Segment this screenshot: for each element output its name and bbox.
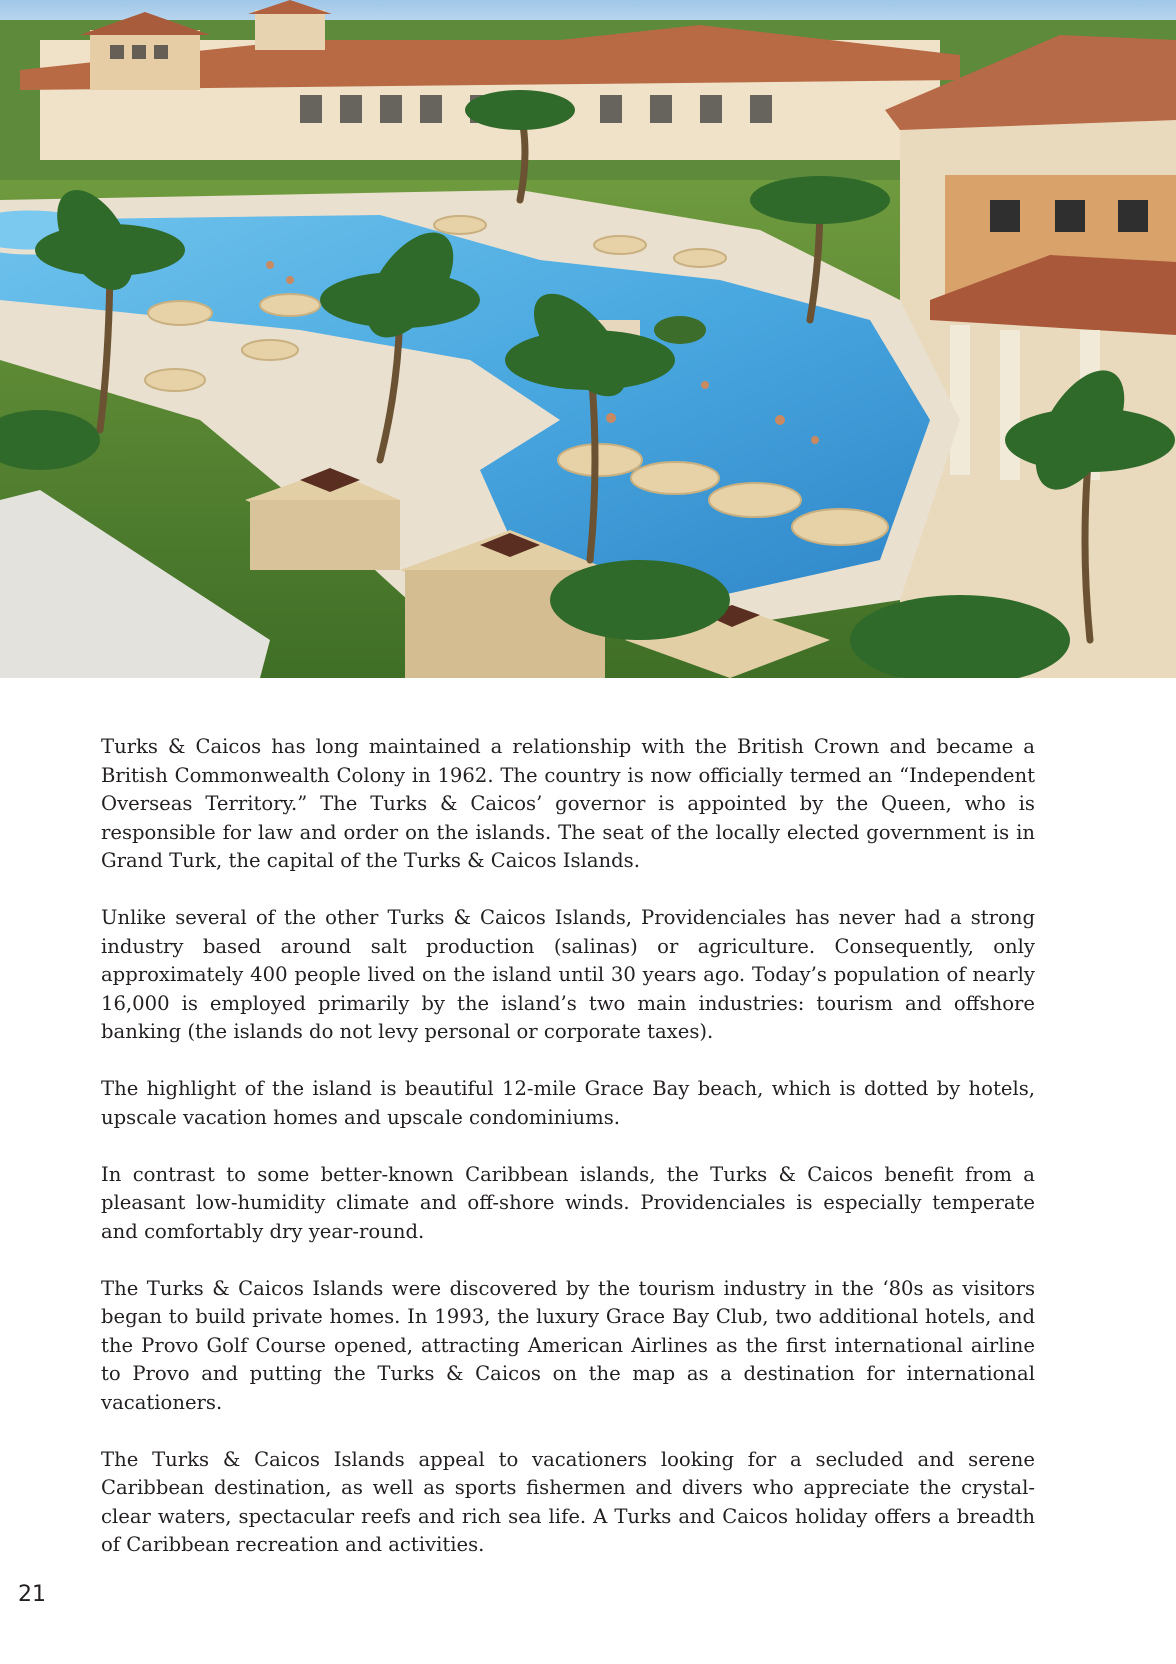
resort-pool-illustration [0,0,1176,678]
paragraph-4: In contrast to some better-known Caribbean islands, the Turks & Caicos benefit from a pleasant low-humidity climate and off-shore winds. Providenciales is especially temperate and comfortably dry year-round. [101,1162,1035,1243]
paragraph-3: The highlight of the island is beautiful 12-mile Grace Bay beach, which is dotted by hotels, upscale vacation homes and upscale condominiums. [101,1077,1035,1129]
page-number: 21 [18,1582,46,1607]
paragraph-2: Unlike several of the other Turks & Caicos Islands, Providenciales has never had a strong industry based around salt production (salinas) or agriculture. Consequently, only approximately 400 people lived on the island until 30 years ago. Today’s population of nearly 16,000 is employed primarily by the island’s two main industries: tourism and offshore banking (the islands do not levy personal or corporate taxes). [101,906,1035,1043]
article-body [101,733,1035,1588]
paragraph-5: The Turks & Caicos Islands were discovered by the tourism industry in the ‘80s as visitors began to build private homes. In 1993, the luxury Grace Bay Club, two additional hotels, and the Provo Golf Course opened, attracting American Airlines as the first international airline to Provo and putting the Turks & Caicos on the map as a destination for international vacationers. [101,1276,1035,1414]
paragraph-1: Turks & Caicos has long maintained a relationship with the British Crown and became a British Commonwealth Colony in 1962. The country is now officially termed an “Independent Overseas Territory.” The Turks & Caicos’ governor is appointed by the Queen, who is responsible for law and order on the islands. The seat of the locally elected government is in Grand Turk, the capital of the Turks & Caicos Islands. [101,735,1035,872]
hero-photo [0,0,1176,678]
paragraph-6: The Turks & Caicos Islands appeal to vacationers looking for a secluded and serene Caribbean destination, as well as sports fishermen and divers who appreciate the crystal-clear waters, spectacular reefs and rich sea life. A Turks and Caicos holiday offers a breadth of Caribbean recreation and activities. [101,1447,1035,1556]
